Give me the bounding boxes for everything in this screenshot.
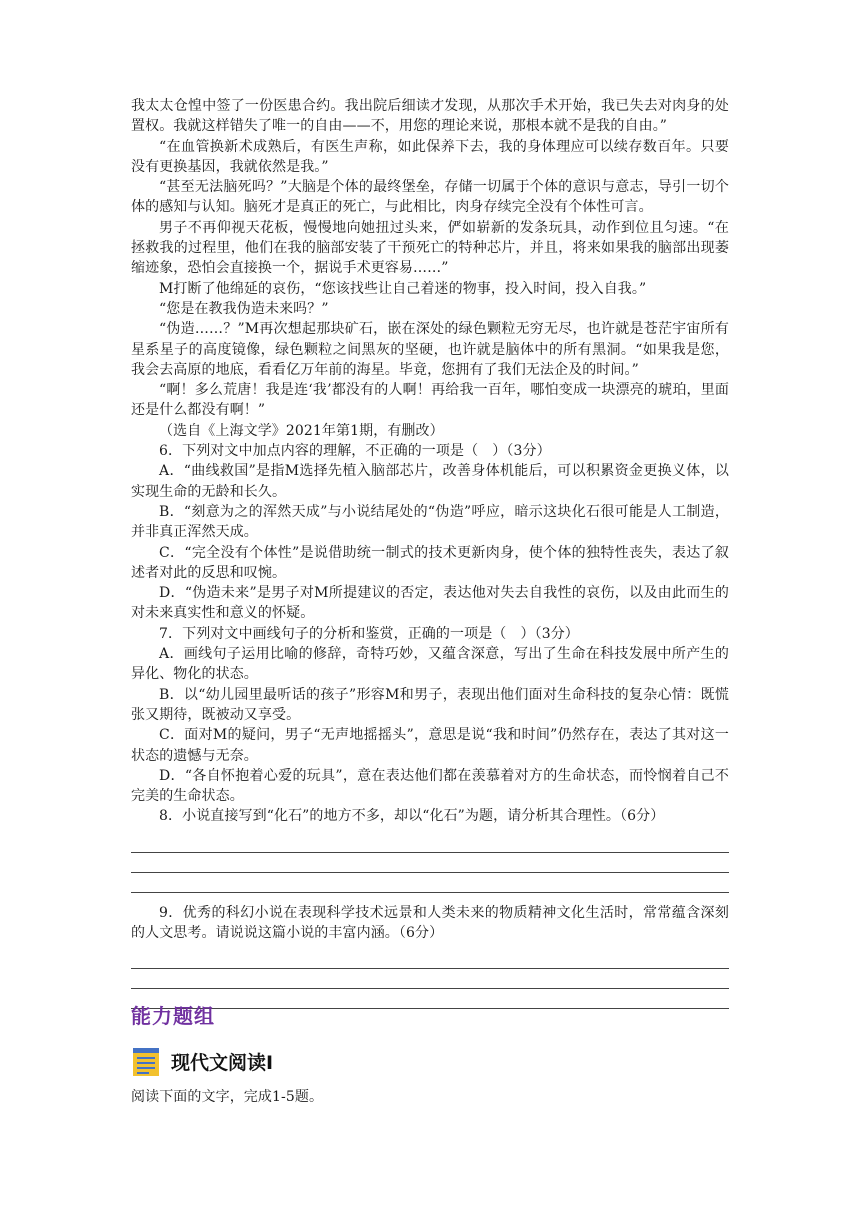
answer-line (131, 853, 729, 873)
question-9-stem: 9．优秀的科幻小说在表现科学技术远景和人类未来的物质精神文化生活时，常常蕴含深刻的人文思考。请说说这篇小说的丰富内涵。（6分） (131, 904, 729, 941)
section-instruction: 阅读下面的文字，完成1-5题。 (131, 1089, 324, 1105)
passage-paragraph: “在血管换新术成熟后，有医生声称，如此保养下去，我的身体理应可以续存数百年。只要没有更换基因，我就依然是我。” (131, 138, 729, 175)
section-subtitle: 现代文阅读Ⅰ (171, 1051, 274, 1074)
passage-paragraph: “伪造……？”M再次想起那块矿石，嵌在深处的绿色颗粒无穷无尽，也许就是苍茫宇宙所有星系星子的高度镜像，绿色颗粒之间黑灰的坚硬，也许就是脑体中的所有黑洞。“如果我是您，我会去高原的地底，看看亿万年前的海星。毕竟，您拥有了我们无法企及的时间。” (131, 321, 729, 378)
passage-source: （选自《上海文学》2021年第1期，有删改） (159, 422, 444, 439)
question-7-option-c: C．面对M的疑问，男子“无声地摇摇头”，意思是说“我和时间”仍然存在，表达了其对这一状态的遗憾与无奈。 (131, 727, 729, 764)
question-7-stem: 7．下列对文中画线句子的分析和鉴赏，正确的一项是（ ）（3分） (159, 625, 579, 642)
question-8-stem: 8．小说直接写到“化石”的地方不多，却以“化石”为题，请分析其合理性。（6分） (159, 808, 665, 825)
question-6-option-c: C．“完全没有个体性”是说借助统一制式的技术更新肉身，使个体的独特性丧失，表达了叙述者对此的反思和叹惋。 (131, 544, 729, 581)
question-7-option-b: B．以“幼儿园里最听话的孩子”形容M和男子，表现出他们面对生命科技的复杂心情：既慌张又期待，既被动又享受。 (131, 686, 729, 723)
section-subtitle-row (131, 1045, 729, 1077)
section-title: 能力题组 (131, 1004, 215, 1028)
answer-line (131, 969, 729, 989)
question-6-stem: 6．下列对文中加点内容的理解，不正确的一项是（ ）（3分） (159, 443, 551, 460)
question-6-option-d: D．“伪造未来”是男子对M所提建议的否定，表达他对失去自我性的哀伤，以及由此而生的对未来真实性和意义的怀疑。 (131, 585, 729, 622)
question-8-answer-area[interactable] (131, 833, 729, 893)
answer-line (131, 949, 729, 969)
question-6-option-b: B．“刻意为之的浑然天成”与小说结尾处的“伪造”呼应，暗示这块化石很可能是人工制造，并非真正浑然天成。 (131, 503, 729, 541)
passage-paragraph: 我太太仓惶中签了一份医患合约。我出院后细读才发现，从那次手术开始，我已失去对肉身的处置权。我就这样错失了唯一的自由——不，用您的理论来说，那根本就不是我的自由。” (131, 98, 729, 135)
document-body (131, 96, 729, 1009)
answer-line (131, 873, 729, 893)
passage-paragraph: “您是在教我伪造未来吗？” (159, 300, 329, 317)
answer-line (131, 833, 729, 853)
question-6-option-a: A．“曲线救国”是指M选择先植入脑部芯片，改善身体机能后，可以积累资金更换义体，以实现生命的无龄和长久。 (131, 463, 729, 500)
passage-paragraph: “啊！多么荒唐！我是连‘我’都没有的人啊！再给我一百年，哪怕变成一块漂亮的琥珀，里面还是什么都没有啊！” (131, 382, 729, 419)
passage-paragraph: 男子不再仰视天花板，慢慢地向她扭过头来，俨如崭新的发条玩具，动作到位且匀速。“在拯救我的过程里，他们在我的脑部安装了干预死亡的特种芯片，并且，将来如果我的脑部出现萎缩迹象，恐怕会直接换一个，据说手术更容易……” (131, 219, 729, 277)
passage-paragraph: “甚至无法脑死吗？”大脑是个体的最终堡垒，存储一切属于个体的意识与意志，导引一切个体的感知与认知。脑死才是真正的死亡，与此相比，肉身存续完全没有个体性可言。 (131, 179, 729, 216)
notepad-icon (131, 1045, 161, 1077)
ability-section (131, 1000, 729, 1107)
question-7-option-d: D．“各自怀抱着心爱的玩具”，意在表达他们都在羡慕着对方的生命状态，而怜悯着自己不完美的生命状态。 (131, 767, 729, 805)
passage-paragraph: M打断了他绵延的哀伤，“您该找些让自己着迷的物事，投入时间，投入自我。” (159, 280, 647, 297)
question-7-option-a: A．画线句子运用比喻的修辞，奇特巧妙，又蕴含深意，写出了生命在科技发展中所产生的异化、物化的状态。 (131, 646, 729, 683)
